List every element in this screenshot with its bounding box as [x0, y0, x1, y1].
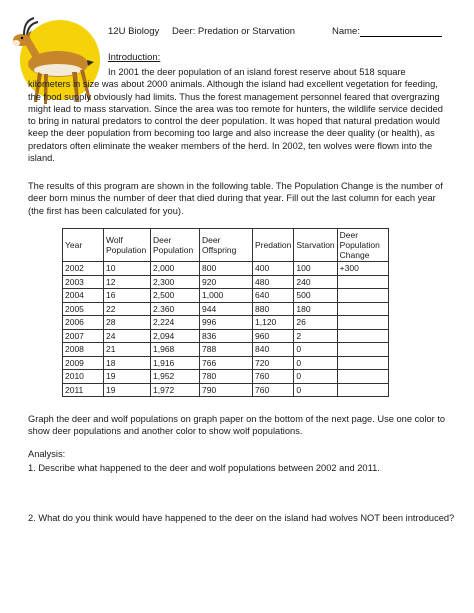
population-change-cell[interactable]: [337, 275, 388, 289]
table-cell: 2011: [63, 383, 104, 397]
table-cell: 800: [200, 262, 253, 276]
table-cell: 2005: [63, 302, 104, 316]
table-cell: 18: [104, 356, 151, 370]
table-cell: 2,000: [151, 262, 200, 276]
table-cell: 960: [253, 329, 294, 343]
col-header-predation: Predation: [253, 229, 294, 262]
table-cell: 19: [104, 383, 151, 397]
table-row: [63, 370, 389, 384]
table-cell: 24: [104, 329, 151, 343]
table-cell: 2009: [63, 356, 104, 370]
table-cell: 0: [294, 356, 337, 370]
population-change-cell[interactable]: [337, 343, 388, 357]
table-cell: 760: [253, 383, 294, 397]
table-cell: 720: [253, 356, 294, 370]
table-cell: 2002: [63, 262, 104, 276]
table-cell: 28: [104, 316, 151, 330]
table-cell: 2008: [63, 343, 104, 357]
population-change-cell[interactable]: [337, 329, 388, 343]
table-cell: 0: [294, 383, 337, 397]
name-label: Name:: [332, 26, 360, 37]
table-cell: 19: [104, 370, 151, 384]
table-cell: 2003: [63, 275, 104, 289]
table-cell: 100: [294, 262, 337, 276]
table-cell: 1,968: [151, 343, 200, 357]
table-row: [63, 262, 389, 276]
table-cell: 480: [253, 275, 294, 289]
col-header-deer-population: Deer Population: [151, 229, 200, 262]
table-row: [63, 383, 389, 397]
table-cell: 0: [294, 370, 337, 384]
course-label: 12U Biology: [108, 26, 160, 37]
table-cell: 2,094: [151, 329, 200, 343]
table-header-row: [63, 229, 389, 262]
results-paragraph: The results of this program are shown in the following table. The Population Change is the number of deer born minus the number of deer that died during that year. Fill out the last column for each year (the first has been calculated for you).: [28, 181, 443, 216]
table-row: [63, 356, 389, 370]
table-row: [63, 343, 389, 357]
table-row: [63, 316, 389, 330]
table-cell: 790: [200, 383, 253, 397]
table-cell: 240: [294, 275, 337, 289]
table-cell: 780: [200, 370, 253, 384]
table-cell: 880: [253, 302, 294, 316]
intro-heading: Introduction:: [108, 52, 161, 63]
table-cell: 2007: [63, 329, 104, 343]
intro-text: In 2001 the deer population of an island forest reserve about 518 square kilometers in size was about 2000 animals. Although the island had excellent vegetation for feeding, the food supply obviously had limits. Thus the forest management personnel feared that overgrazing might lead to mass starvation. Since the area was too remote for hunters, the wildlife service decided to bring in natural predators to control the deer population. It was hoped that natural predation would keep the deer population from becoming too large and also increase the deer quality (or health), as predators often eliminate the weaker members of the herd. In 2002, ten wolves were flown into the island.: [28, 67, 443, 164]
population-change-cell[interactable]: [337, 356, 388, 370]
intro-paragraph: [28, 66, 448, 164]
graph-instructions: Graph the deer and wolf populations on graph paper on the bottom of the next page. Use one color to show deer populations and another color to show wolf populations.: [28, 414, 446, 437]
question-1: 1. Describe what happened to the deer and wolf populations between 2002 and 2011.: [28, 463, 380, 473]
table-cell: 1,916: [151, 356, 200, 370]
table-cell: 2,224: [151, 316, 200, 330]
table-cell: 2010: [63, 370, 104, 384]
table-cell: 180: [294, 302, 337, 316]
table-cell: 760: [253, 370, 294, 384]
table-cell: 1,000: [200, 289, 253, 303]
population-table: [62, 228, 389, 397]
population-change-cell[interactable]: [337, 302, 388, 316]
table-cell: 788: [200, 343, 253, 357]
table-cell: 1,972: [151, 383, 200, 397]
table-cell: 1,120: [253, 316, 294, 330]
population-change-cell[interactable]: [337, 370, 388, 384]
col-header-wolf-population: Wolf Population: [104, 229, 151, 262]
table-cell: 2006: [63, 316, 104, 330]
table-cell: 10: [104, 262, 151, 276]
table-cell: 2.360: [151, 302, 200, 316]
table-cell: 996: [200, 316, 253, 330]
population-change-cell[interactable]: [337, 289, 388, 303]
table-body: [63, 262, 389, 397]
analysis-heading: Analysis:: [28, 449, 66, 459]
table-cell: 12: [104, 275, 151, 289]
table-row: [63, 289, 389, 303]
worksheet-title: Deer: Predation or Starvation: [172, 26, 296, 37]
population-change-cell[interactable]: [337, 316, 388, 330]
col-header-deer-offspring: Deer Offspring: [200, 229, 253, 262]
col-header-population-change: Deer Population Change: [337, 229, 388, 262]
table-cell: 2: [294, 329, 337, 343]
table-cell: 840: [253, 343, 294, 357]
col-header-year: Year: [63, 229, 104, 262]
table-cell: 22: [104, 302, 151, 316]
table-cell: 640: [253, 289, 294, 303]
table-cell: 26: [294, 316, 337, 330]
table-cell: 0: [294, 343, 337, 357]
name-blank-line[interactable]: [360, 26, 442, 37]
table-cell: 2,500: [151, 289, 200, 303]
table-cell: 2,300: [151, 275, 200, 289]
table-cell: 920: [200, 275, 253, 289]
name-field[interactable]: [332, 26, 360, 37]
question-2: 2. What do you think would have happened to the deer on the island had wolves NOT been introduced?: [28, 513, 455, 523]
table-cell: 766: [200, 356, 253, 370]
table-cell: 944: [200, 302, 253, 316]
table-cell: 836: [200, 329, 253, 343]
col-header-starvation: Starvation: [294, 229, 337, 262]
population-change-cell[interactable]: [337, 383, 388, 397]
table-cell: 1,952: [151, 370, 200, 384]
population-change-cell: +300: [337, 262, 388, 276]
table-cell: 500: [294, 289, 337, 303]
table-cell: 16: [104, 289, 151, 303]
table-cell: 21: [104, 343, 151, 357]
table-row: [63, 275, 389, 289]
table-row: [63, 302, 389, 316]
table-row: [63, 329, 389, 343]
table-cell: 400: [253, 262, 294, 276]
table-cell: 2004: [63, 289, 104, 303]
